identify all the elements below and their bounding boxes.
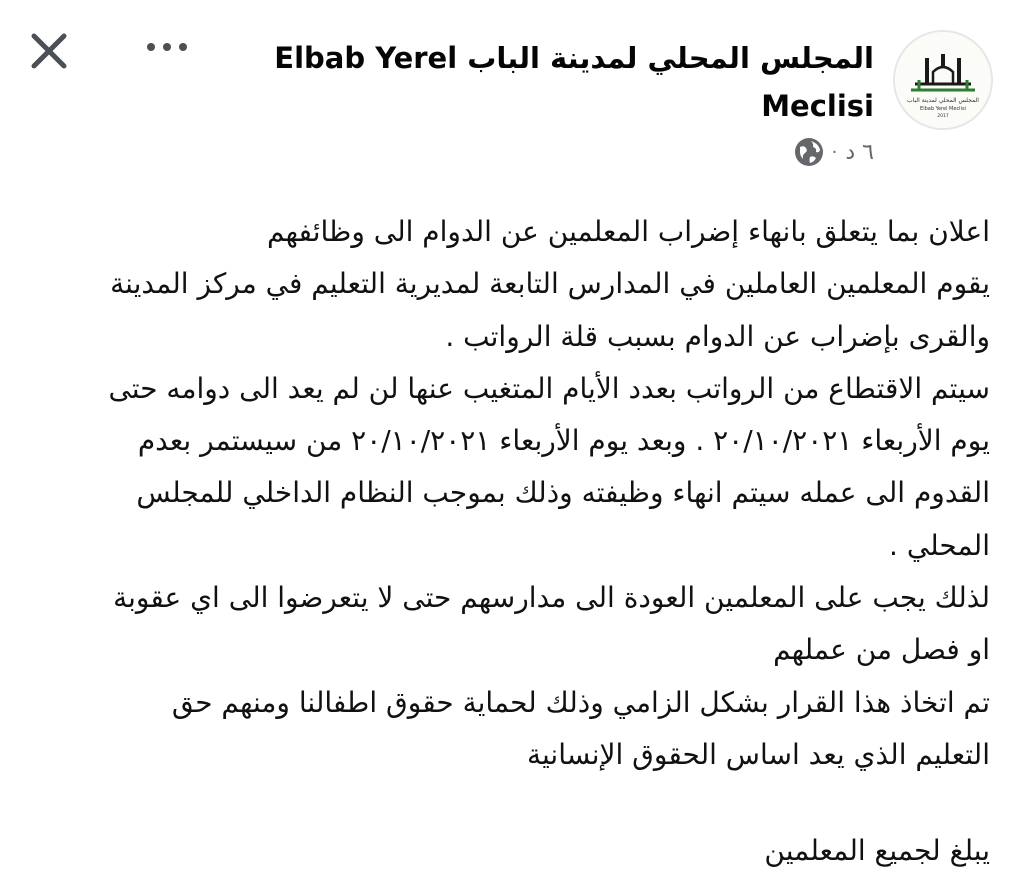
globe-icon[interactable] (794, 137, 824, 167)
post-line: يوم الأربعاء ٢٠/١٠/٢٠٢١ . وبعد يوم الأربعاء ٢٠/١٠/٢٠٢١ من سيستمر بعدم (137, 424, 990, 458)
post-body (30, 206, 990, 781)
post-line: والقرى بإضراب عن الدوام بسبب قلة الرواتب . (445, 319, 990, 353)
post-line: المحلي . (889, 528, 990, 562)
post-line: لذلك يجب على المعلمين العودة الى مدارسهم حتى لا يتعرضوا الى اي عقوبة (113, 581, 990, 615)
logo-year: 2017 (937, 114, 949, 119)
more-options-button[interactable] (143, 34, 191, 60)
page-name-link[interactable]: المجلس المحلي لمدينة الباب Elbab Yerel Meclisi (274, 41, 874, 123)
logo-latin: Elbab Yerel Meclisi (920, 106, 966, 112)
post-line: القدوم الى عمله سيتم انهاء وظيفته وذلك بموجب النظام الداخلي للمجلس (136, 476, 990, 510)
more-options-icon (143, 34, 191, 60)
post-line: سيتم الاقتطاع من الرواتب بعدد الأيام المتغيب عنها لن لم يعد الى دوامه حتى (108, 371, 990, 405)
post-line: او فصل من عملهم (773, 633, 990, 667)
page-avatar[interactable] (893, 30, 993, 130)
close-button[interactable] (30, 32, 68, 70)
post-timestamp[interactable]: ٦ د (845, 139, 874, 165)
council-logo-icon (895, 32, 991, 128)
close-icon (30, 32, 68, 70)
post-meta (794, 135, 874, 169)
post-line: اعلان بما يتعلق بانهاء إضراب المعلمين عن الدوام الى وظائفهم (267, 215, 990, 248)
post-line: التعليم الذي يعد اساس الحقوق الإنسانية (526, 737, 990, 771)
post-line: يقوم المعلمين العاملين في المدارس التابعة لمديرية التعليم في مركز المدينة (110, 267, 990, 301)
post-line: تم اتخاذ هذا القرار بشكل الزامي وذلك لحماية حقوق اطفالنا ومنهم حق (171, 685, 990, 719)
logo-caption: المجلس المحلي لمدينة الباب (907, 97, 979, 104)
meta-separator: · (831, 141, 838, 163)
post-signoff: يبلغ لجميع المعلمين (764, 834, 990, 867)
